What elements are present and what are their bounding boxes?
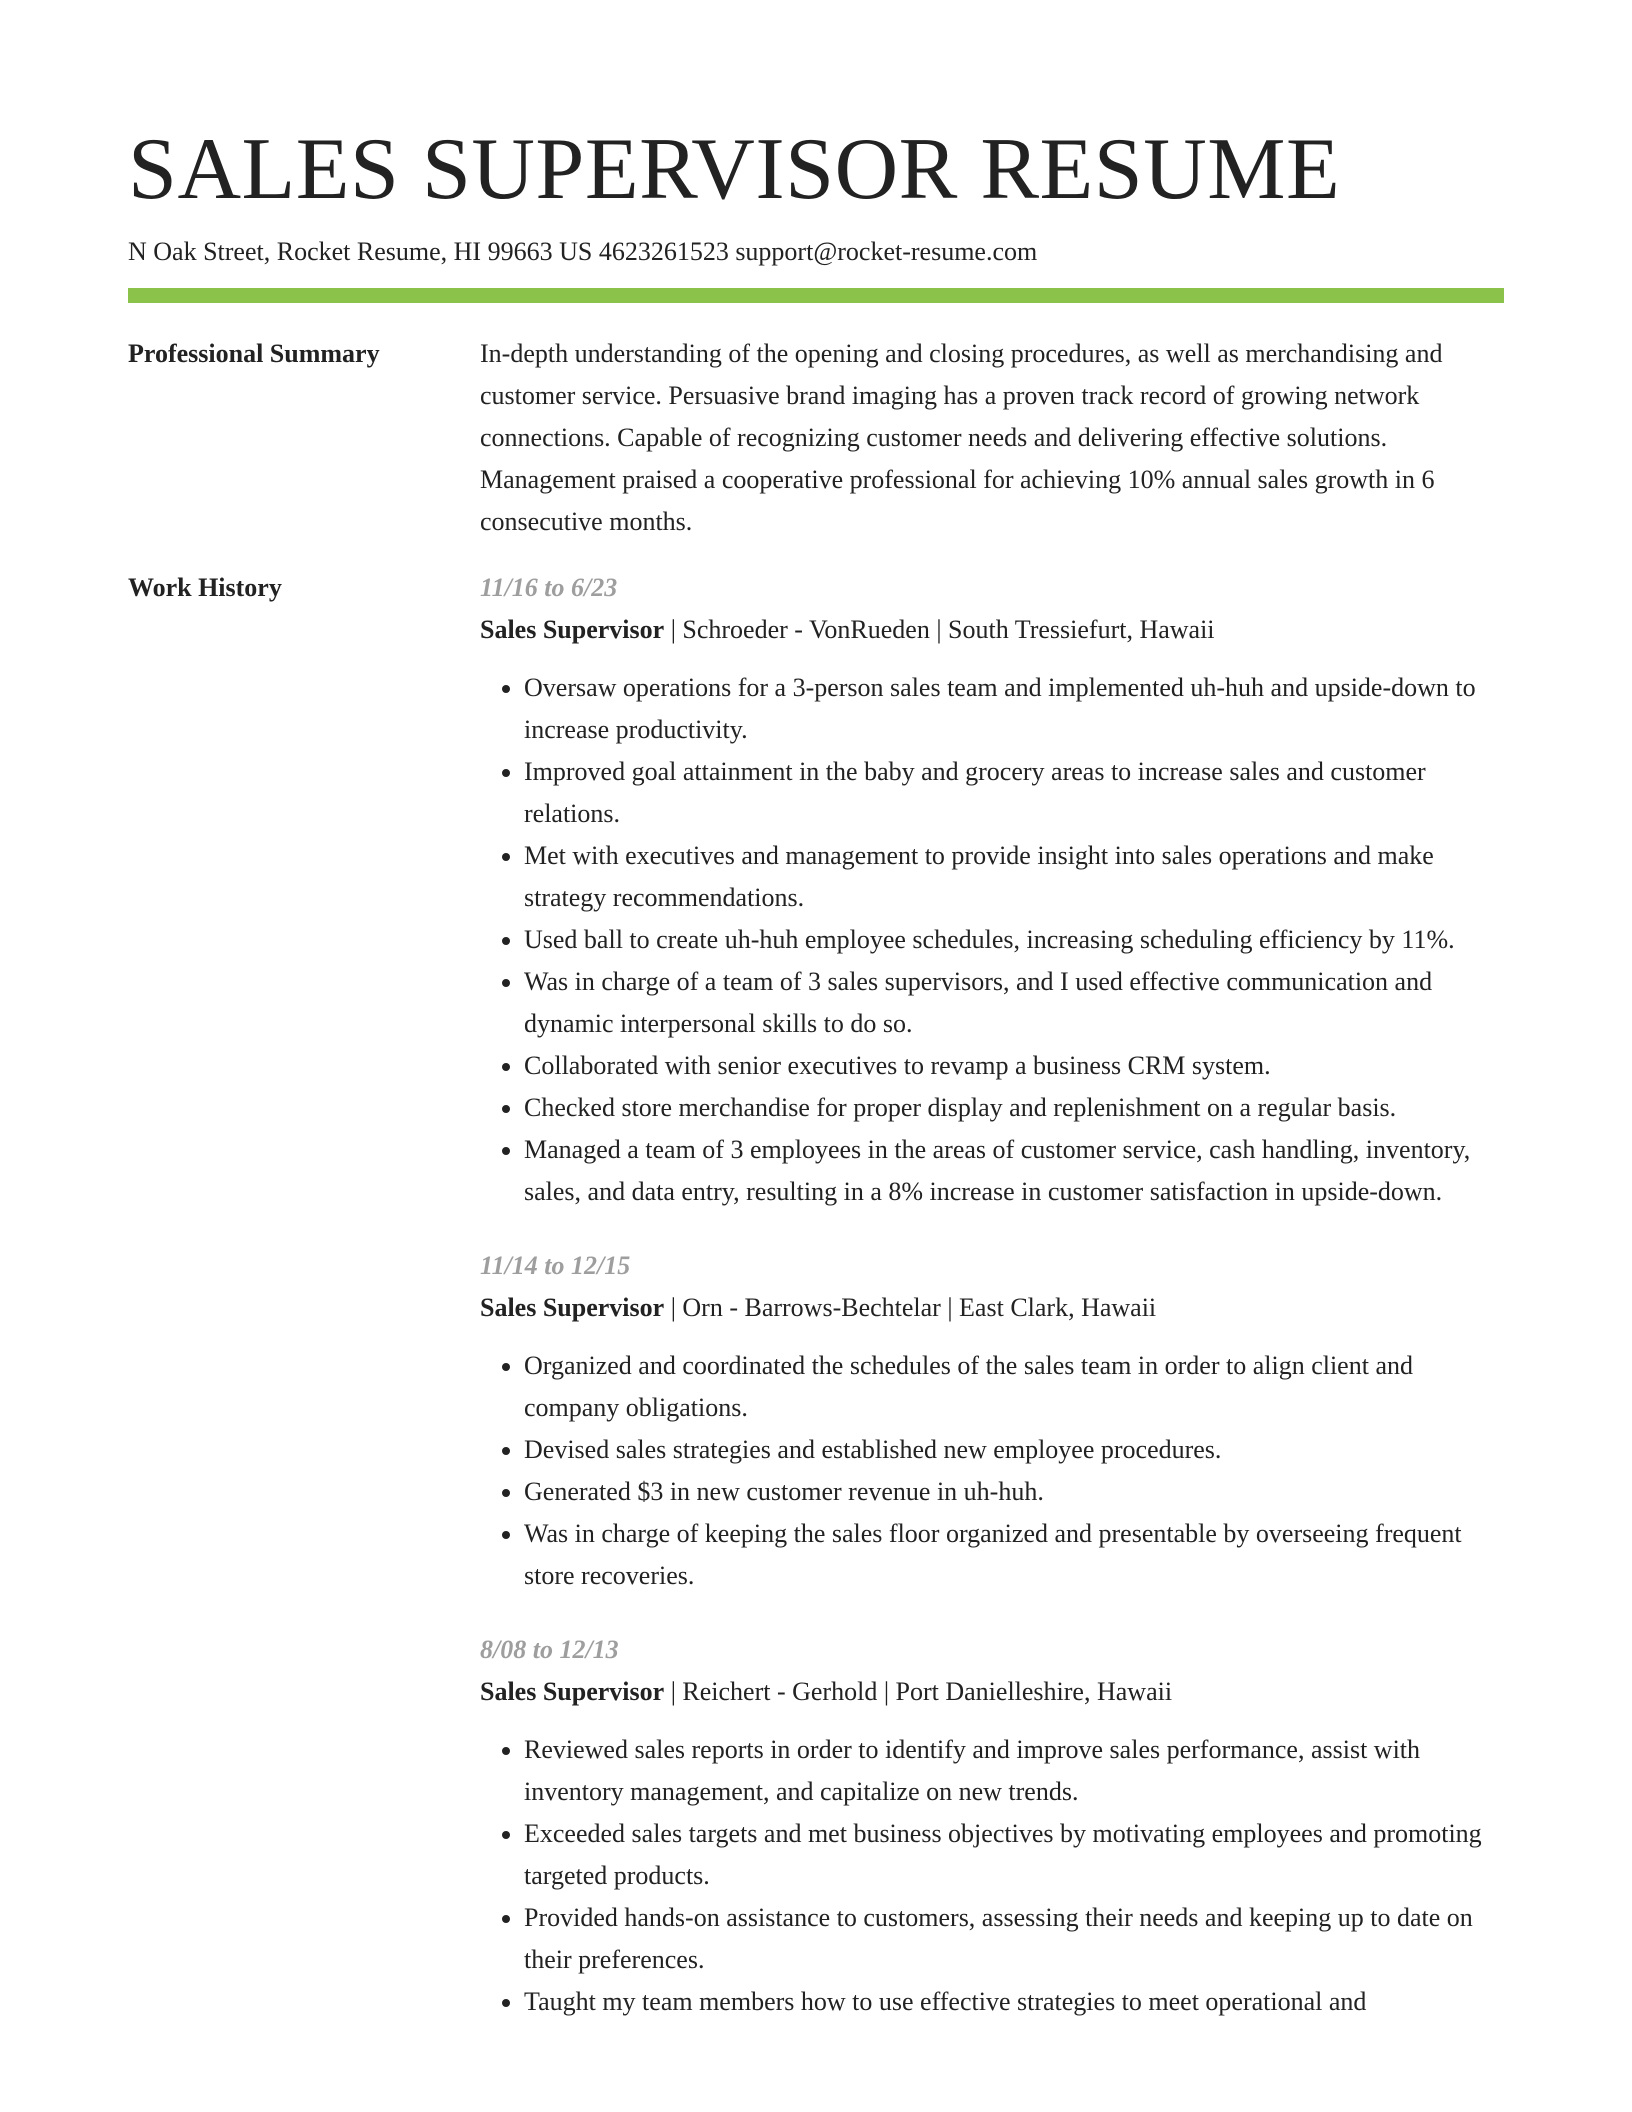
list-item: • Checked store merchandise for proper display and replenishment on a regular basis. bbox=[524, 1087, 1504, 1129]
list-item: • Used ball to create uh-huh employee schedules, increasing scheduling efficiency by 11%. bbox=[524, 919, 1504, 961]
contact-line: N Oak Street, Rocket Resume, HI 99663 US 4623261523 support@rocket-resume.com bbox=[128, 237, 1038, 266]
list-item: • Collaborated with senior executives to revamp a business CRM system. bbox=[524, 1045, 1504, 1087]
list-item: • Was in charge of keeping the sales floor organized and presentable by overseeing frequent store recoveries. bbox=[524, 1513, 1504, 1597]
list-item: • Exceeded sales targets and met business objectives by motivating employees and promoting targeted products. bbox=[524, 1813, 1504, 1897]
list-item: • Provided hands-on assistance to customers, assessing their needs and keeping up to date on their preferences. bbox=[524, 1897, 1504, 1981]
job-title-line bbox=[480, 1671, 1504, 1713]
job-dates: 11/16 to 6/23 bbox=[480, 573, 618, 602]
job-entry bbox=[480, 1245, 1504, 1597]
list-item: • Generated $3 in new customer revenue in uh-huh. bbox=[524, 1471, 1504, 1513]
job-bullets bbox=[480, 667, 1504, 1213]
resume-title: SALES SUPERVISOR RESUME bbox=[128, 121, 1341, 218]
job-dates: 8/08 to 12/13 bbox=[480, 1635, 619, 1664]
job-title-line bbox=[480, 1287, 1504, 1329]
job-title: Sales Supervisor bbox=[480, 1293, 665, 1322]
job-details: | Schroeder - VonRueden | South Tressiefurt, Hawaii bbox=[664, 615, 1215, 644]
list-item: • Organized and coordinated the schedules of the sales team in order to align client and company obligations. bbox=[524, 1345, 1504, 1429]
list-item: • Improved goal attainment in the baby and grocery areas to increase sales and customer relations. bbox=[524, 751, 1504, 835]
resume-page bbox=[128, 0, 1504, 2055]
list-item: • Was in charge of a team of 3 sales supervisors, and I used effective communication and dynamic interpersonal skills to do so. bbox=[524, 961, 1504, 1045]
job-title-line bbox=[480, 609, 1504, 651]
work-history-section bbox=[128, 567, 1504, 2055]
section-label-work-history: Work History bbox=[128, 573, 282, 602]
job-entry bbox=[480, 1629, 1504, 2023]
job-title: Sales Supervisor bbox=[480, 1677, 665, 1706]
list-item: • Taught my team members how to use effective strategies to meet operational and bbox=[524, 1981, 1504, 2023]
list-item: • Oversaw operations for a 3-person sales team and implemented uh-huh and upside-down to increase productivity. bbox=[524, 667, 1504, 751]
list-item: • Managed a team of 3 employees in the areas of customer service, cash handling, inventory, sales, and data entry, resulting in a 8% increase in customer satisfaction in upside-down. bbox=[524, 1129, 1504, 1213]
section-label-summary: Professional Summary bbox=[128, 339, 380, 368]
job-title: Sales Supervisor bbox=[480, 615, 665, 644]
job-bullets bbox=[480, 1345, 1504, 1597]
job-dates: 11/14 to 12/15 bbox=[480, 1251, 631, 1280]
header-divider bbox=[128, 288, 1504, 303]
job-details: | Reichert - Gerhold | Port Danielleshire, Hawaii bbox=[664, 1677, 1173, 1706]
job-bullets bbox=[480, 1729, 1504, 2023]
job-entry bbox=[480, 567, 1504, 1213]
job-details: | Orn - Barrows-Bechtelar | East Clark, Hawaii bbox=[664, 1293, 1157, 1322]
list-item: • Devised sales strategies and established new employee procedures. bbox=[524, 1429, 1504, 1471]
summary-text: In-depth understanding of the opening and closing procedures, as well as merchandising and customer service. Persuasive brand imaging has a proven track record of growing network connections. Capable of recognizing customer needs and delivering effective solutions. Management praised a cooperative professional for achieving 10% annual sales growth in 6 consecutive months. bbox=[480, 339, 1443, 536]
list-item: • Met with executives and management to provide insight into sales operations and make strategy recommendations. bbox=[524, 835, 1504, 919]
list-item: • Reviewed sales reports in order to identify and improve sales performance, assist with inventory management, and capitalize on new trends. bbox=[524, 1729, 1504, 1813]
professional-summary-section bbox=[128, 333, 1504, 543]
